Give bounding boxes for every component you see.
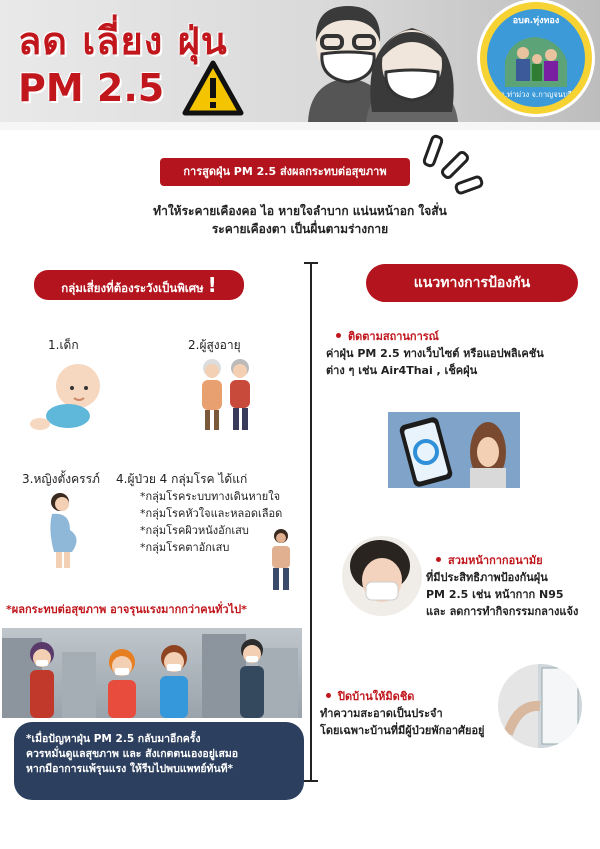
- risk-heading-text: กลุ่มเสี่ยงที่ต้องระวังเป็นพิเศษ: [61, 281, 204, 295]
- prevention-line: และ ลดการทำกิจกรรมกลางแจ้ง: [426, 605, 579, 618]
- patient-man-icon: [266, 528, 296, 592]
- effects-banner: การสูดฝุ่น PM 2.5 ส่งผลกระทบต่อสุขภาพ: [160, 158, 410, 186]
- bullet-icon: [436, 557, 441, 562]
- warning-icon: [182, 60, 244, 116]
- disease-item: *กลุ่มโรคผิวหนังอักเสบ: [140, 524, 249, 537]
- logo-bottom-text: อ.ท่าม่วง จ.กาญจนบุรี: [500, 90, 572, 99]
- street-crowd-illustration: [2, 628, 302, 718]
- logo-top-text: อบต.ทุ่งทอง: [512, 16, 560, 26]
- organization-logo: [480, 2, 592, 114]
- advice-box: [14, 722, 304, 800]
- group-pregnant-label: 3.หญิงตั้งครรภ์: [22, 472, 100, 486]
- face-mask-icon: [342, 536, 422, 616]
- prevention-text-2: [426, 569, 578, 620]
- masked-people-illustration: [300, 2, 470, 122]
- effects-line2: ระคายเคืองตา เป็นผื่นตามร่างกาย: [211, 222, 389, 236]
- prevention-text-3: [320, 705, 485, 739]
- closing-window-photo: [498, 664, 582, 748]
- prevention-heading: แนวทางการป้องกัน: [366, 264, 578, 302]
- prevention-title-1: ติดตามสถานการณ์: [348, 330, 439, 343]
- smartphone-icon: [388, 412, 520, 488]
- group-child-label: 1.เด็ก: [48, 338, 79, 352]
- window-icon: [498, 664, 582, 748]
- prevention-line: ที่มีประสิทธิภาพป้องกันฝุ่น: [426, 571, 548, 584]
- bullet-icon: [336, 333, 341, 338]
- risk-group-heading: [34, 270, 244, 300]
- effects-description: [90, 202, 510, 238]
- effects-line1: ทำให้ระคายเคืองคอ ไอ หายใจลำบาก แน่นหน้าอก ใจสั่น: [153, 204, 447, 218]
- impact-note: *ผลกระทบต่อสุขภาพ อาจรุนแรงมากกว่าคนทั่วไป*: [6, 603, 247, 616]
- advice-line: หากมีอาการแพ้รุนแรง ให้รีบไปพบแพทย์ทันที*: [26, 763, 234, 775]
- title-line1: ลด เลี่ยง ฝุ่น: [18, 19, 228, 63]
- column-divider: [310, 262, 312, 782]
- disease-item: *กลุ่มโรคตาอักเสบ: [140, 541, 230, 554]
- mask-woman-photo: [342, 536, 422, 616]
- baby-icon: [28, 360, 108, 432]
- prevention-line: ต่าง ๆ เช่น Air4Thai , เช็คฝุ่น: [326, 364, 478, 377]
- phone-air-app-photo: [388, 412, 520, 488]
- group-patient-label: 4.ผู้ป่วย 4 กลุ่มโรค ได้แก่: [116, 472, 248, 486]
- exclamation-mark: !: [207, 273, 217, 297]
- prevention-line: ค่าฝุ่น PM 2.5 ทางเว็บไซต์ หรือแอปพลิเคชัน: [326, 347, 544, 360]
- masked-crowd-icon: [2, 628, 302, 718]
- disease-list: [140, 488, 282, 556]
- prevention-line: ทำความสะอาดเป็นประจำ: [320, 707, 443, 720]
- bullet-icon: [326, 693, 331, 698]
- prevention-line: โดยเฉพาะบ้านที่มีผู้ป่วยพักอาศัยอยู่: [320, 724, 485, 737]
- pregnant-woman-icon: [34, 490, 94, 570]
- exclamation-streaks-icon: [420, 128, 490, 198]
- advice-line: *เมื่อปัญหาฝุ่น PM 2.5 กลับมาอีกครั้ง: [26, 733, 201, 745]
- divider-cap-bottom: [304, 780, 318, 782]
- group-elderly-label: 2.ผู้สูงอายุ: [188, 338, 241, 352]
- header-separator: [0, 122, 600, 130]
- prevention-line: PM 2.5 เช่น หน้ากาก N95: [426, 588, 564, 601]
- prevention-title-3: ปิดบ้านให้มิดชิด: [338, 690, 415, 703]
- divider-cap-top: [304, 262, 318, 264]
- family-icon: [501, 31, 571, 87]
- logo-emblem: [487, 9, 585, 107]
- title-line2: PM 2.5: [18, 66, 165, 110]
- advice-line: ควรหมั่นดูแลสุขภาพ และ สังเกตตนเองอยู่เสมอ: [26, 748, 239, 760]
- disease-item: *กลุ่มโรคหัวใจและหลอดเลือด: [140, 507, 283, 520]
- elderly-couple-icon: [192, 356, 262, 432]
- prevention-text-1: [326, 345, 544, 379]
- prevention-title-2: สวมหน้ากากอนามัย: [448, 554, 543, 567]
- disease-item: *กลุ่มโรคระบบทางเดินหายใจ: [140, 490, 281, 503]
